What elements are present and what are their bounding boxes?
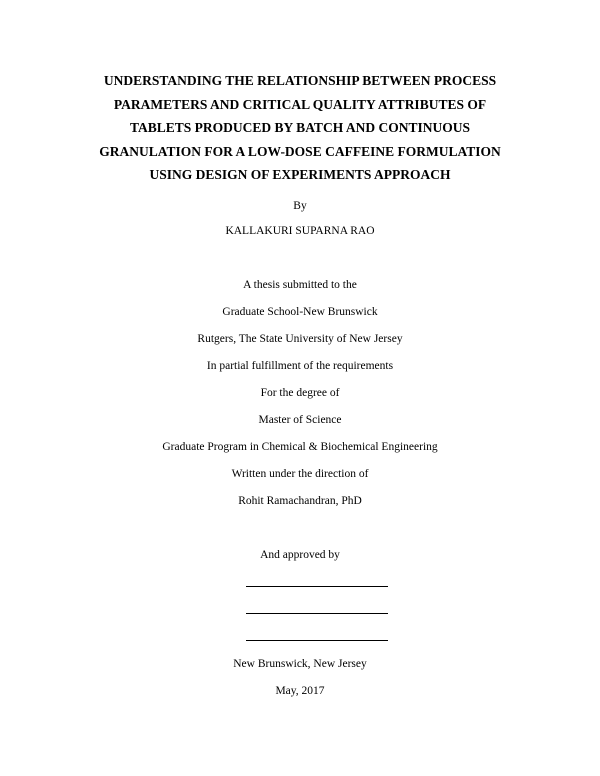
submission-line: Graduate Program in Chemical & Biochemical Engineering <box>162 441 438 453</box>
title-line: GRANULATION FOR A LOW-DOSE CAFFEINE FORMULATION <box>99 143 501 159</box>
thesis-title <box>90 69 510 187</box>
signature-line <box>246 640 388 641</box>
title-line: PARAMETERS AND CRITICAL QUALITY ATTRIBUTES OF <box>113 96 487 112</box>
submission-line: Graduate School-New Brunswick <box>222 306 378 318</box>
date-line: May, 2017 <box>275 685 325 697</box>
submission-line: Rutgers, The State University of New Jersey <box>197 333 403 345</box>
submission-line: Written under the direction of <box>231 468 369 480</box>
title-line: USING DESIGN OF EXPERIMENTS APPROACH <box>149 167 451 183</box>
author-name: KALLAKURI SUPARNA RAO <box>225 225 375 237</box>
title-line: UNDERSTANDING THE RELATIONSHIP BETWEEN PROCESS <box>103 73 497 88</box>
advisor-line: Rohit Ramachandran, PhD <box>238 495 362 507</box>
approved-by-label: And approved by <box>260 549 340 561</box>
submission-line: For the degree of <box>260 387 340 399</box>
location-line: New Brunswick, New Jersey <box>233 658 367 670</box>
signature-line <box>246 613 388 614</box>
submission-line: In partial fulfillment of the requirements <box>206 360 394 372</box>
title-line: TABLETS PRODUCED BY BATCH AND CONTINUOUS <box>130 120 470 136</box>
submission-line: A thesis submitted to the <box>243 279 357 291</box>
submission-line: Master of Science <box>258 414 342 426</box>
by-label: By <box>293 200 307 212</box>
signature-line <box>246 586 388 587</box>
